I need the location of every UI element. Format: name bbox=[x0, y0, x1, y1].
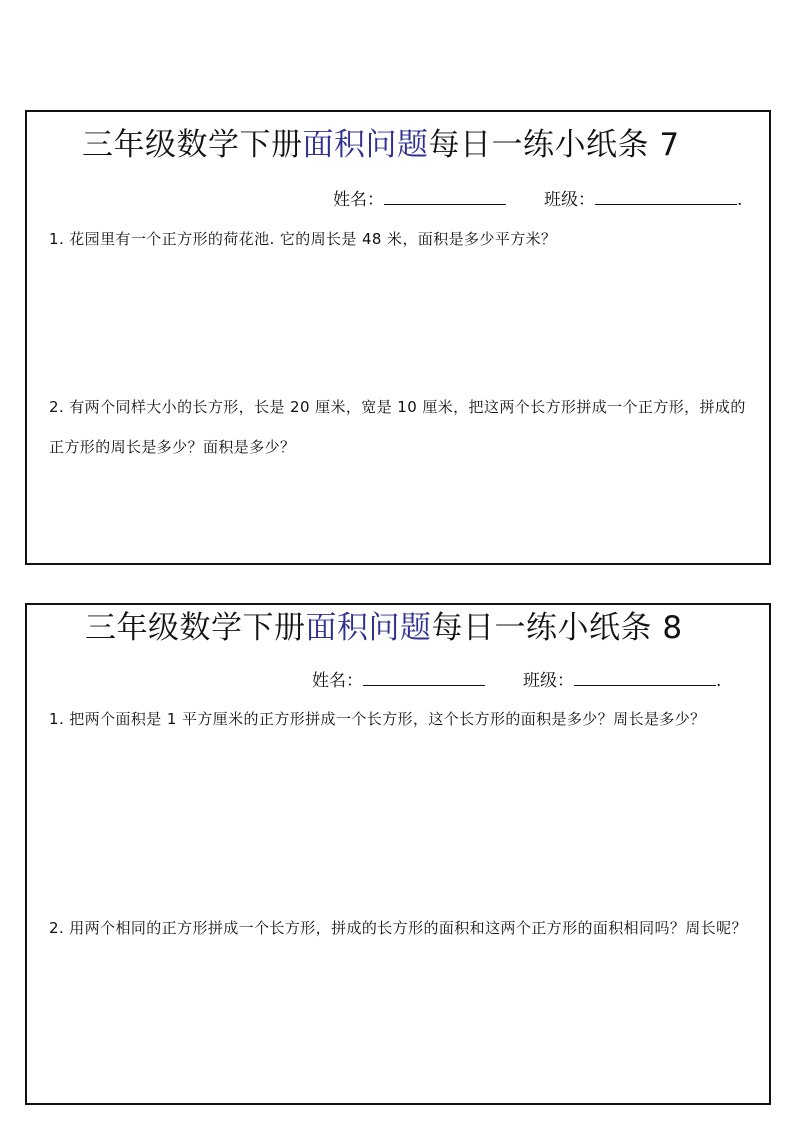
name-blank[interactable] bbox=[384, 186, 506, 205]
worksheet-card-8 bbox=[25, 603, 771, 1105]
question-2: 2. 有两个同样大小的长方形，长是 20 厘米，宽是 10 厘米，把这两个长方形拼成一个正方形，拼成的正方形的周长是多少？面积是多少？ bbox=[49, 398, 746, 456]
class-label: 班级： bbox=[523, 671, 574, 691]
class-label: 班级： bbox=[544, 190, 595, 210]
student-info-row bbox=[333, 186, 742, 212]
name-label: 姓名： bbox=[333, 190, 384, 210]
title-highlight: 面积问题 bbox=[305, 610, 432, 646]
question-1: 1. 花园里有一个正方形的荷花池. 它的周长是 48 米，面积是多少平方米？ bbox=[49, 230, 557, 248]
question-1: 1. 把两个面积是 1 平方厘米的正方形拼成一个长方形，这个长方形的面积是多少？周长是多少？ bbox=[49, 710, 706, 728]
worksheet-card-7 bbox=[25, 110, 771, 565]
class-blank[interactable] bbox=[574, 667, 716, 686]
title-suffix: 每日一练小纸条 7 bbox=[428, 127, 680, 163]
worksheet-title bbox=[85, 608, 683, 648]
title-prefix: 三年级数学下册 bbox=[82, 127, 303, 163]
title-highlight: 面积问题 bbox=[302, 127, 429, 163]
class-blank[interactable] bbox=[595, 186, 737, 205]
title-prefix: 三年级数学下册 bbox=[85, 610, 306, 646]
worksheet-title bbox=[82, 125, 680, 165]
student-info-row bbox=[312, 667, 721, 693]
info-period: . bbox=[737, 190, 743, 210]
name-label: 姓名： bbox=[312, 671, 363, 691]
name-blank[interactable] bbox=[363, 667, 485, 686]
info-period: . bbox=[716, 671, 722, 691]
title-suffix: 每日一练小纸条 8 bbox=[431, 610, 683, 646]
question-2: 2. 用两个相同的正方形拼成一个长方形，拼成的长方形的面积和这两个正方形的面积相同吗？周长呢？ bbox=[49, 919, 747, 937]
